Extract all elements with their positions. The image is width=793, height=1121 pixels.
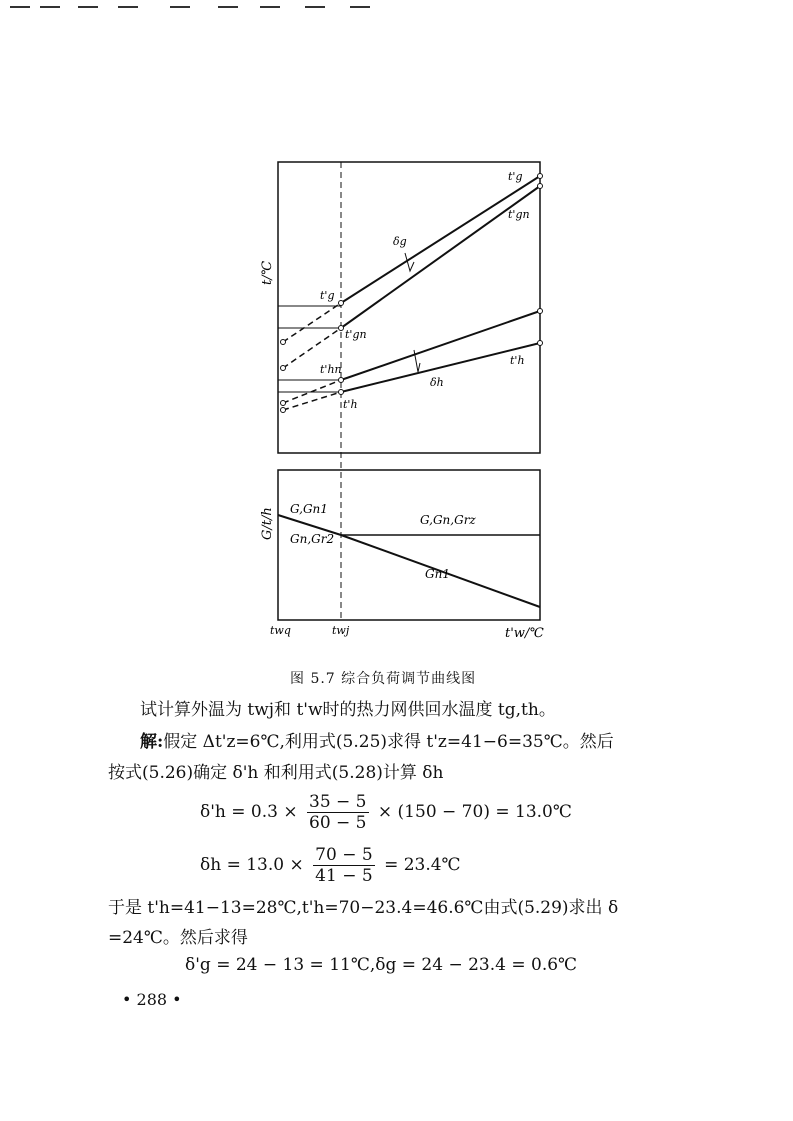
- xtick-twj: twj: [332, 624, 350, 637]
- eq2-rhs: = 23.4℃: [384, 855, 461, 875]
- marker-point: [538, 174, 543, 179]
- text-line-2-rest: 假定 Δt'z=6℃,利用式(5.25)求得 t'z=41−6=35℃。然后: [163, 732, 614, 752]
- eq2-fraction: [313, 845, 375, 886]
- marker-point: [281, 340, 286, 345]
- eq1-lhs: δ'h = 0.3 ×: [200, 802, 298, 822]
- eq2-numerator: 70 − 5: [315, 845, 373, 865]
- text-line-4: 于是 t'h=41−13=28℃,t'h=70−23.4=46.6℃由式(5.29)求出 δ: [108, 898, 619, 918]
- tg-line-solid: [341, 176, 540, 303]
- label-delta-h: δh: [430, 376, 444, 389]
- xlabel: t'w/℃: [505, 626, 544, 641]
- text-line-1: 试计算外温为 twj和 t'w时的热力网供回水温度 tg,th。: [140, 700, 556, 720]
- marker-point: [281, 401, 286, 406]
- thn-line-solid: [341, 311, 540, 380]
- label-tgn-left: t'gn: [345, 328, 367, 341]
- tgn-line-dashed: [283, 328, 341, 368]
- label-Gn-Gr2: Gn,Gr2: [290, 532, 335, 546]
- label-tg-right: t'g: [508, 170, 523, 183]
- bottom-ylabel: G/t/h: [260, 507, 275, 540]
- label-G-Gn-Grz: G,Gn,Grz: [420, 513, 476, 527]
- label-tg-left: t'g: [320, 289, 335, 302]
- label-th-left: t'h: [343, 398, 358, 411]
- text-line-3: 按式(5.26)确定 δ'h 和利用式(5.28)计算 δh: [108, 763, 444, 783]
- solution-label: 解:: [140, 732, 164, 752]
- label-G-Gn1: G,Gn1: [290, 502, 328, 516]
- eq1-denominator: 60 − 5: [309, 813, 367, 833]
- label-Gn1: Gn1: [425, 567, 450, 581]
- label-delta-g: δg: [393, 235, 407, 248]
- eq2-lhs: δh = 13.0 ×: [200, 855, 304, 875]
- marker-point: [339, 326, 344, 331]
- marker-point: [538, 341, 543, 346]
- xtick-twq: twq: [270, 624, 291, 637]
- equation-1: [200, 792, 572, 833]
- top-chart-frame: [278, 162, 540, 453]
- eq1-fraction: [307, 792, 369, 833]
- top-ylabel: t/℃: [260, 260, 275, 285]
- equation-3: δ'g = 24 − 13 = 11℃,δg = 24 − 23.4 = 0.6℃: [185, 955, 578, 975]
- equation-2: [200, 845, 461, 886]
- marker-point: [339, 301, 344, 306]
- marker-point: [339, 390, 344, 395]
- marker-point: [538, 309, 543, 314]
- label-th-right: t'h: [510, 354, 525, 367]
- th-line-dashed: [283, 392, 341, 410]
- text-line-5: =24℃。然后求得: [108, 928, 248, 948]
- tg-line-dashed: [283, 303, 341, 342]
- figure-caption: 图 5.7 综合负荷调节曲线图: [290, 671, 477, 687]
- marker-point: [339, 378, 344, 383]
- marker-point: [538, 184, 543, 189]
- page-number: • 288 •: [122, 990, 182, 1009]
- marker-point: [281, 408, 286, 413]
- eq1-rhs: × (150 − 70) = 13.0℃: [377, 802, 572, 822]
- text-line-2: [140, 727, 614, 752]
- label-tgn-right: t'gn: [508, 208, 530, 221]
- eq2-denominator: 41 − 5: [315, 866, 373, 886]
- marker-point: [281, 366, 286, 371]
- eq1-numerator: 35 − 5: [309, 792, 367, 812]
- label-thn-left: t'hn: [320, 363, 342, 376]
